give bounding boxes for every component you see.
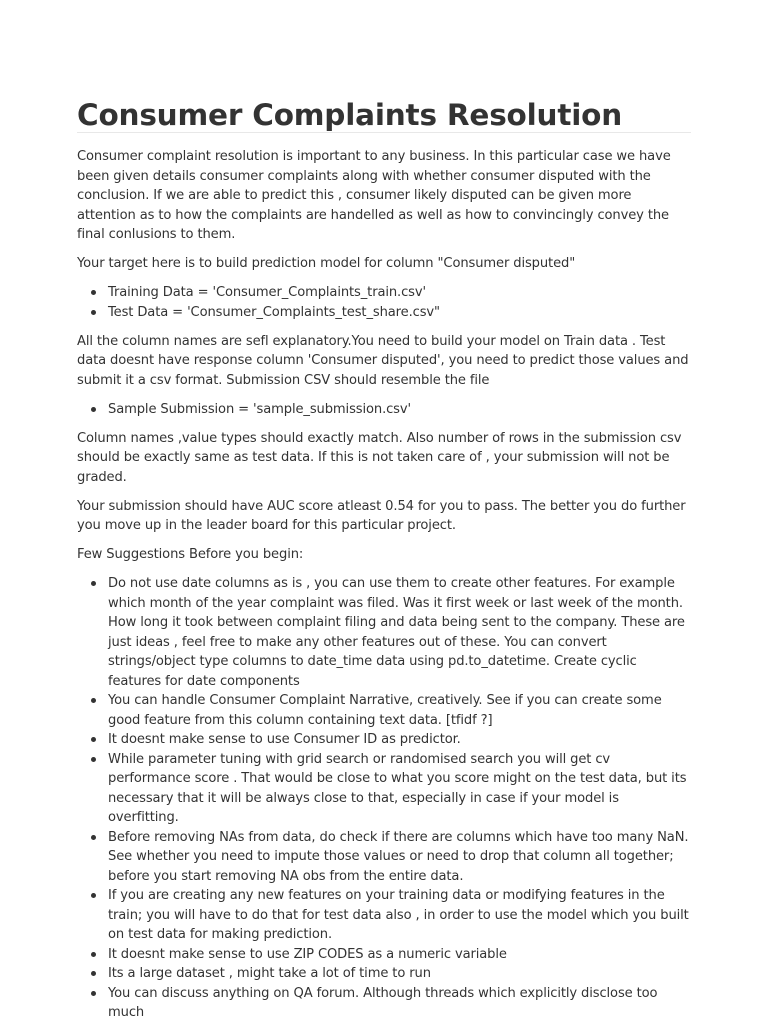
- document-page: [77, 96, 691, 1032]
- list-item: You can handle Consumer Complaint Narrative, creatively. See if you can create some good feature from this column containing text data. [tfidf ?]: [108, 691, 691, 730]
- list-item: Training Data = 'Consumer_Complaints_train.csv': [108, 283, 691, 303]
- target-paragraph: Your target here is to build prediction model for column "Consumer disputed": [77, 256, 576, 271]
- list-item: While parameter tuning with grid search or randomised search you will get cv performance score . That would be close to what you score might on the test data, but its necessary that it will be always close to that, especially in case if your model is overfitting.: [108, 750, 691, 828]
- data-files-list: [77, 283, 691, 322]
- list-item: It doesnt make sense to use ZIP CODES as a numeric variable: [108, 945, 691, 965]
- list-item: Do not use date columns as is , you can use them to create other features. For example which month of the year complaint was filed. Was it first week or last week of the month. How long it took between complaint filing and data being sent to the company. These are just ideas , feel free to make any other features out of these. You can convert strings/object type columns to date_time data using pd.to_datetime. Create cyclic features for date components: [108, 574, 691, 691]
- match-paragraph: Column names ,value types should exactly match. Also number of rows in the submission csv should be exactly same as test data. If this is not taken care of , your submission will not be graded.: [77, 430, 682, 485]
- list-item: Before removing NAs from data, do check if there are columns which have too many NaN. See whether you need to impute those values or need to drop that column all together; before you start removing NA obs from the entire data.: [108, 828, 691, 887]
- list-item: You can discuss anything on QA forum. Although threads which explicitly disclose too much: [108, 984, 691, 1023]
- list-item: Test Data = 'Consumer_Complaints_test_share.csv": [108, 303, 691, 323]
- list-item: It doesnt make sense to use Consumer ID as predictor.: [108, 730, 691, 750]
- sample-files-list: [77, 400, 691, 420]
- suggestions-heading: Few Suggestions Before you begin:: [77, 547, 304, 562]
- page-title: Consumer Complaints Resolution: [77, 96, 691, 133]
- intro-paragraph: Consumer complaint resolution is important to any business. In this particular case we have been given details consumer complaints along with whether consumer disputed with the conclusion. If we are able to predict this , consumer likely disputed can be given more attention as to how the complaints are handelled as well as how to convincingly convey the final conlusions to them.: [77, 149, 671, 242]
- list-item: Sample Submission = 'sample_submission.csv': [108, 400, 691, 420]
- document-body: [77, 147, 691, 1023]
- list-item: If you are creating any new features on your training data or modifying features in the train; you will have to do that for test data also , in order to use the model which you built on test data for making prediction.: [108, 886, 691, 945]
- columns-paragraph: All the column names are sefl explanatory.You need to build your model on Train data . Test data doesnt have response column 'Consumer disputed', you need to predict those values and submit it a csv format. Submission CSV should resemble the file: [77, 333, 689, 388]
- list-item: Its a large dataset , might take a lot of time to run: [108, 964, 691, 984]
- suggestions-list: [77, 574, 691, 1023]
- auc-paragraph: Your submission should have AUC score atleast 0.54 for you to pass. The better you do further you move up in the leader board for this particular project.: [77, 498, 686, 533]
